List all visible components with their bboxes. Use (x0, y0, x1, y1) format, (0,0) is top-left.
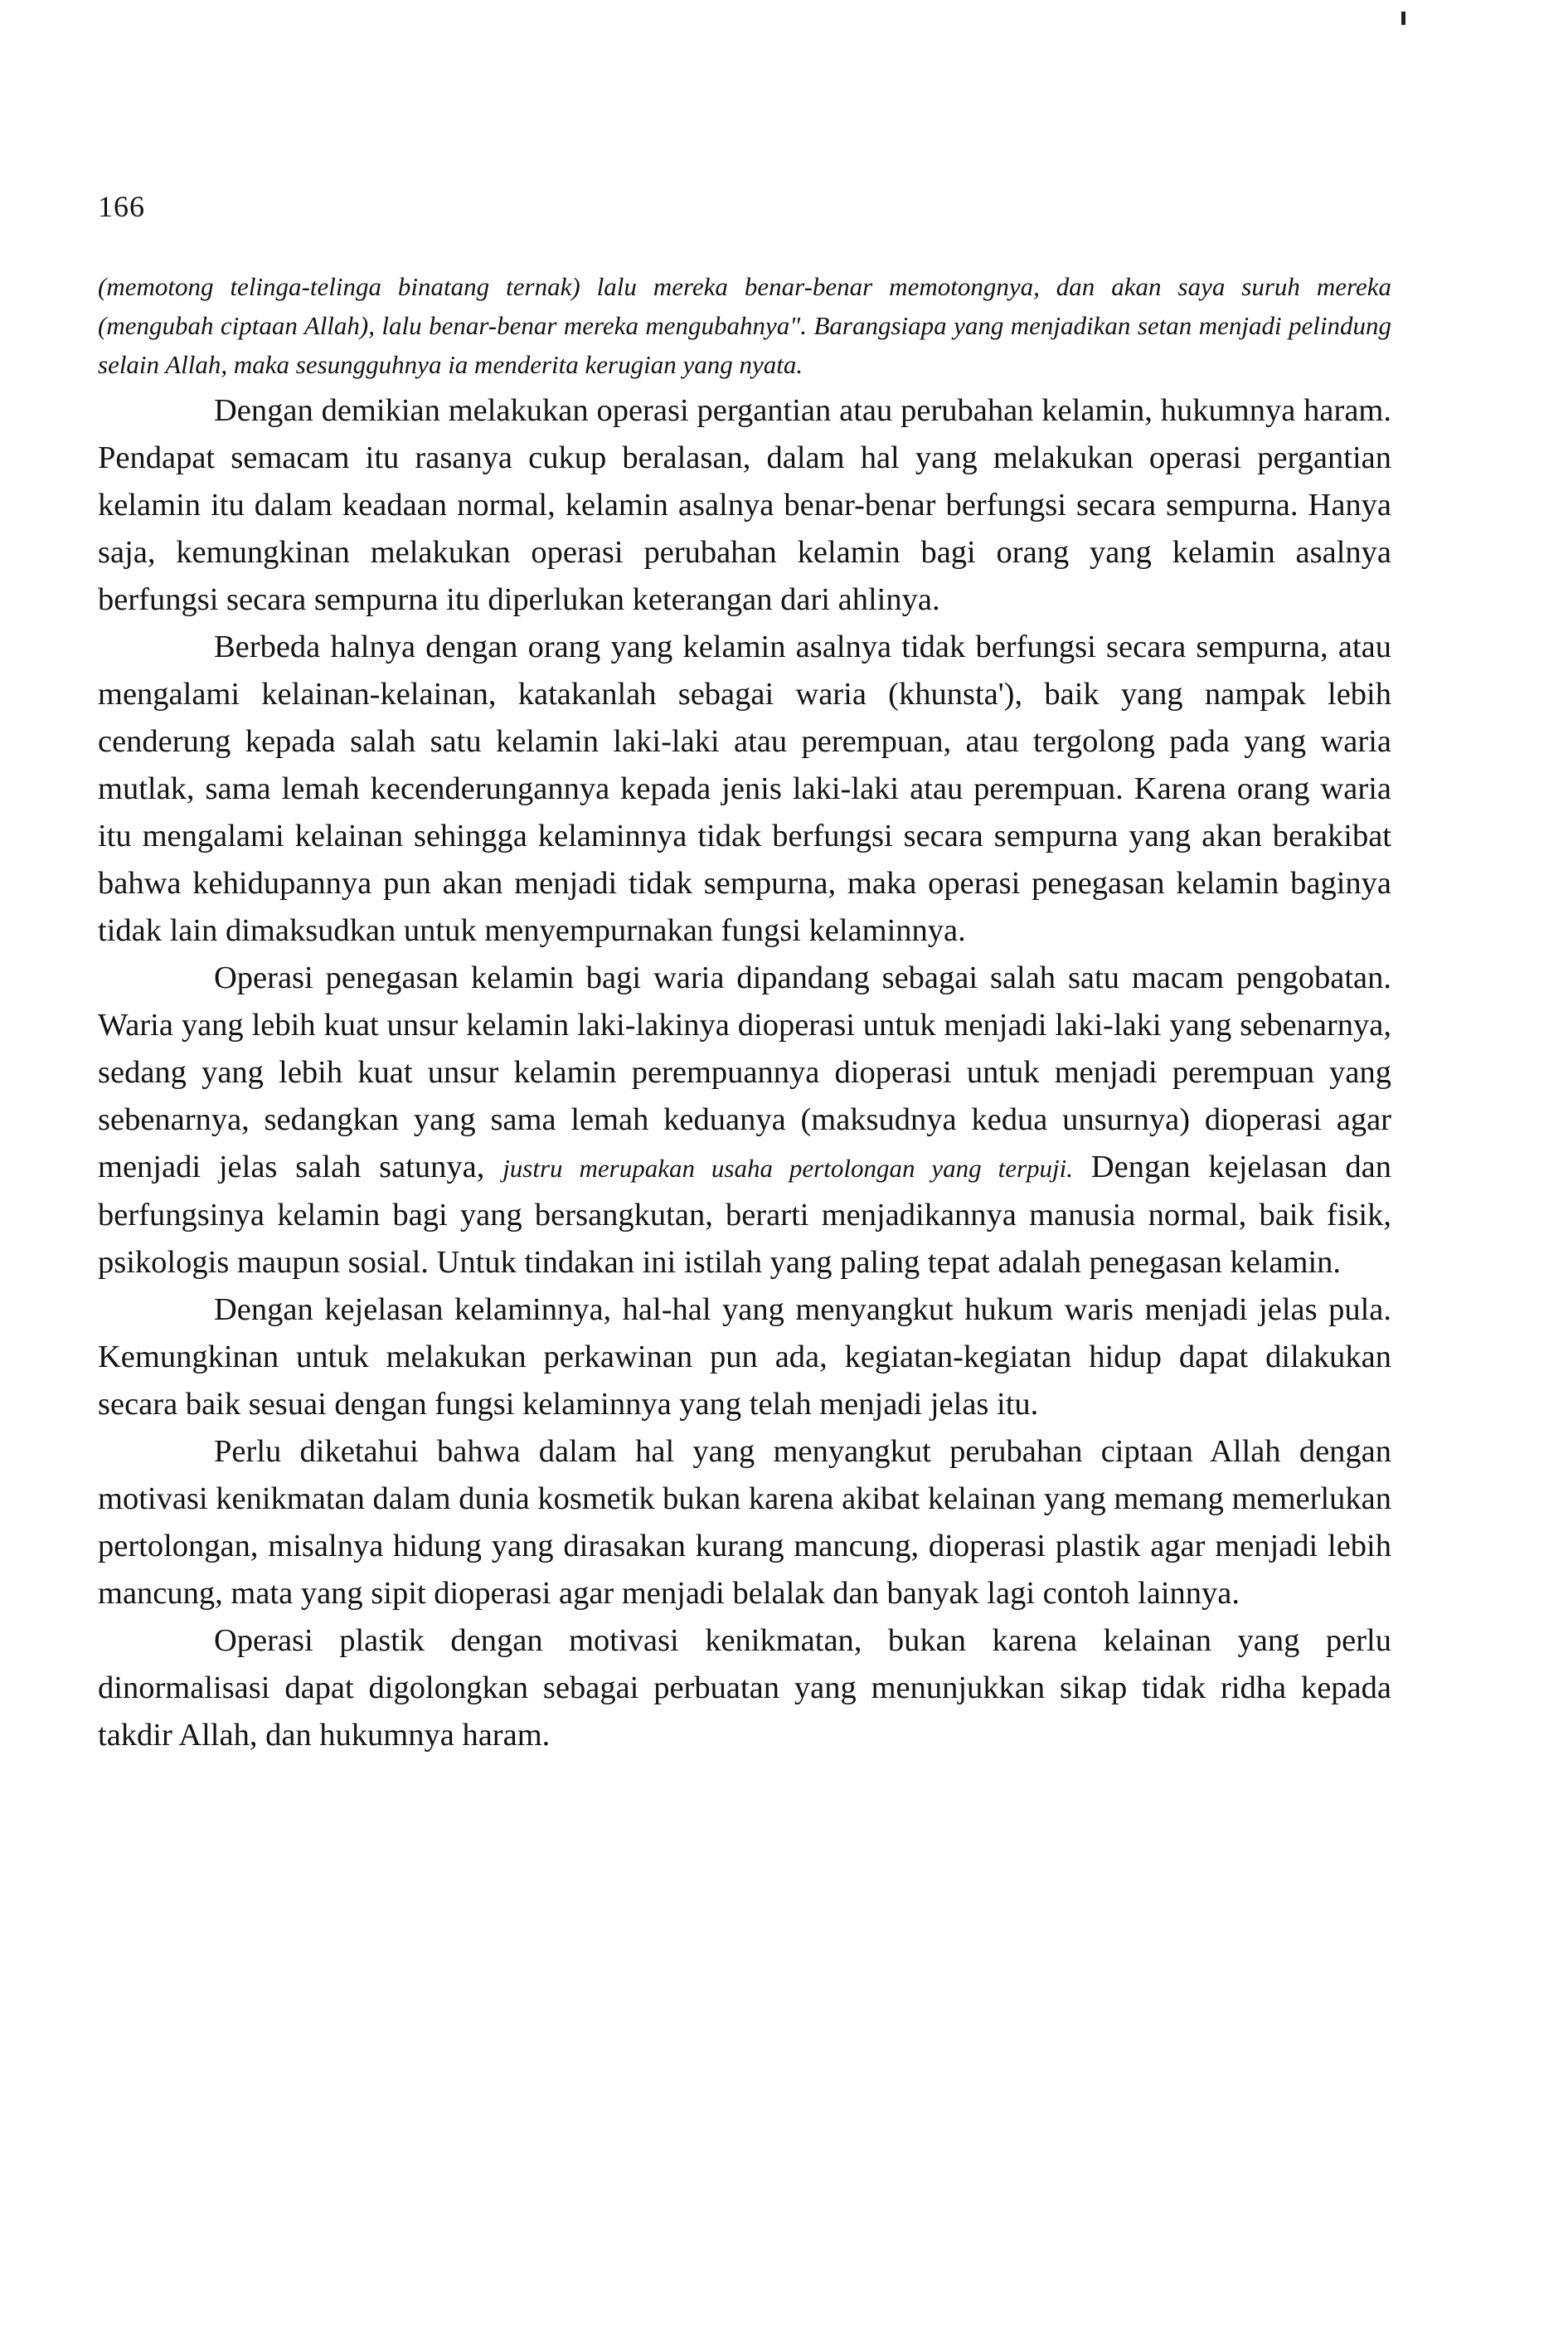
scan-mark (1401, 12, 1405, 25)
paragraph-2: Berbeda halnya dengan orang yang kelamin asalnya tidak berfungsi secara sempurna, atau mengalami kelainan-kelainan, katakanlah sebagai waria (khunsta'), baik yang nampak lebih cenderung kepada salah satu kelamin laki-laki atau perempuan, atau tergolong pada yang waria mutlak, sama lemah kecenderungannya kepada jenis laki-laki atau perempuan. Karena orang waria itu mengalami kelainan sehingga kelaminnya tidak berfungsi secara sempurna yang akan berakibat bahwa kehidupannya pun akan menjadi tidak sempurna, maka operasi penegasan kelamin baginya tidak lain dimaksudkan untuk menyempurnakan fungsi kelaminnya. (98, 630, 1391, 948)
paragraph-6: Operasi plastik dengan motivasi kenikmatan, bukan karena kelainan yang perlu dinormalisasi dapat digolongkan sebagai perbuatan yang menunjukkan sikap tidak ridha kepada takdir Allah, dan hukumnya haram. (98, 1623, 1391, 1753)
quoted-verse: (memotong telinga-telinga binatang ternak) lalu mereka benar-benar memotongnya, dan akan saya suruh mereka (mengubah ciptaan Allah), lalu benar-benar mereka mengubahnya". Barangsiapa yang menjadikan setan menjadi pelindung selain Allah, maka sesungguhnya ia menderita kerugian yang nyata. (98, 272, 1391, 379)
paragraph-1: Dengan demikian melakukan operasi pergantian atau perubahan kelamin, hukumnya haram. Pendapat semacam itu rasanya cukup beralasan, dalam hal yang melakukan operasi pergantian kelamin itu dalam keadaan normal, kelamin asalnya benar-benar berfungsi secara sempurna. Hanya saja, kemungkinan melakukan operasi perubahan kelamin bagi orang yang kelamin asalnya berfungsi secara sempurna itu diperlukan keterangan dari ahlinya. (98, 393, 1391, 617)
paragraph-3-text-after: Dengan kejelasan dan berfungsinya kelamin bagi yang bersangkutan, berarti menjadikannya manusia normal, baik fisik, psikologis maupun sosial. Untuk tindakan ini istilah yang paling tepat adalah penegasan kelamin. (98, 1150, 1392, 1280)
paragraph-3-text-before: Operasi penegasan kelamin bagi waria dipandang sebagai salah satu macam pengobatan. Waria yang lebih kuat unsur kelamin laki-lakinya dioperasi untuk menjadi laki-laki yang sebenarnya, sedang yang lebih kuat unsur kelamin perempuannya dioperasi untuk menjadi perempuan yang sebenarnya, sedangkan yang sama lemah keduanya (maksudnya kedua unsurnya) dioperasi agar menjadi jelas salah satunya, (98, 960, 1391, 1184)
page-number: 166 (98, 190, 145, 223)
paragraph-3 (98, 955, 1391, 1286)
paragraph-4: Dengan kejelasan kelaminnya, hal-hal yang menyangkut hukum waris menjadi jelas pula. Kemungkinan untuk melakukan perkawinan pun ada, kegiatan-kegiatan hidup dapat dilakukan secara baik sesuai dengan fungsi kelaminnya yang telah menjadi jelas itu. (98, 1292, 1391, 1422)
body-text (98, 267, 1391, 1759)
paragraph-3-emphasis: justru merupakan usaha pertolongan yang terpuji. (502, 1154, 1074, 1183)
paragraph-5: Perlu diketahui bahwa dalam hal yang menyangkut perubahan ciptaan Allah dengan motivasi kenikmatan dalam dunia kosmetik bukan karena akibat kelainan yang memang memerlukan pertolongan, misalnya hidung yang dirasakan kurang mancung, dioperasi plastik agar menjadi lebih mancung, mata yang sipit dioperasi agar menjadi belalak dan banyak lagi contoh lainnya. (98, 1434, 1391, 1611)
